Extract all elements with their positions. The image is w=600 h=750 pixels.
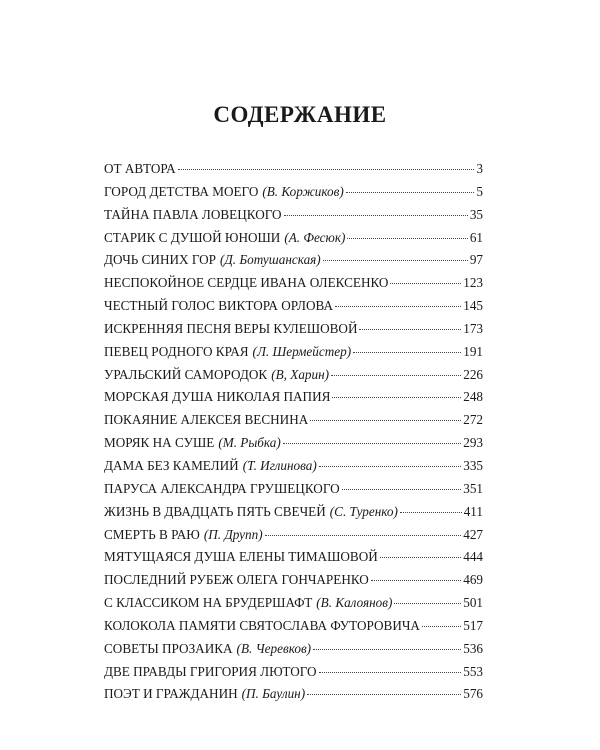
dot-leader (394, 603, 461, 604)
dot-leader (323, 260, 468, 261)
toc-entry-page: 248 (463, 389, 483, 405)
toc-entry-author: (А. Фесюк) (284, 229, 346, 245)
toc-entry (104, 638, 483, 661)
dot-leader (283, 443, 461, 444)
toc-entry-author: (В, Харин) (271, 366, 330, 382)
dot-leader (422, 626, 461, 627)
toc-entry-page: 61 (469, 229, 483, 245)
toc-entry (104, 249, 483, 272)
toc-entry (104, 295, 483, 318)
toc-entry-page: 411 (463, 503, 483, 519)
toc-entry-page: 293 (463, 435, 483, 451)
toc-entry-title: УРАЛЬСКИЙ САМОРОДОК (104, 366, 268, 382)
toc-entry-title: ПОСЛЕДНИЙ РУБЕЖ ОЛЕГА ГОНЧАРЕНКО (104, 572, 369, 588)
toc-entry-page: 145 (463, 298, 483, 314)
toc-entry (104, 227, 483, 250)
toc-entry (104, 432, 483, 455)
toc-entry-author: (П. Баулин) (241, 686, 306, 702)
page-title: СОДЕРЖАНИЕ (213, 102, 387, 127)
toc-entry-page: 444 (463, 549, 483, 565)
toc-entry-page: 191 (463, 343, 483, 359)
dot-leader (331, 375, 461, 376)
toc-entry-page: 517 (463, 617, 483, 633)
toc-entry-page: 5 (476, 183, 483, 199)
toc-entry-author: (Т. Иглинова) (242, 457, 317, 473)
toc-entry (104, 318, 483, 341)
table-of-contents (104, 158, 483, 706)
toc-entry (104, 661, 483, 684)
toc-entry-title: ЖИЗНЬ В ДВАДЦАТЬ ПЯТЬ СВЕЧЕЙ (104, 503, 326, 519)
toc-entry (104, 272, 483, 295)
toc-entry (104, 181, 483, 204)
toc-entry (104, 455, 483, 478)
toc-entry-title: ПОЭТ И ГРАЖДАНИН (104, 686, 238, 702)
toc-entry-title: ГОРОД ДЕТСТВА МОЕГО (104, 183, 259, 199)
dot-leader (335, 306, 461, 307)
toc-entry-title: КОЛОКОЛА ПАМЯТИ СВЯТОСЛАВА ФУТОРОВИЧА (104, 617, 420, 633)
toc-entry (104, 592, 483, 615)
dot-leader (310, 420, 461, 421)
toc-entry-author: (С. Туренко) (329, 503, 398, 519)
toc-entry-title: ПАРУСА АЛЕКСАНДРА ГРУШЕЦКОГО (104, 480, 340, 496)
toc-entry-title: ТАЙНА ПАВЛА ЛОВЕЦКОГО (104, 206, 282, 222)
dot-leader (359, 329, 461, 330)
toc-entry-title: ДОЧЬ СИНИХ ГОР (104, 252, 216, 268)
toc-entry (104, 501, 483, 524)
toc-entry (104, 683, 483, 706)
toc-entry-page: 123 (463, 275, 483, 291)
toc-entry (104, 364, 483, 387)
toc-entry-title: С КЛАССИКОМ НА БРУДЕРШАФТ (104, 595, 313, 611)
toc-entry-author: (В. Калоянов) (316, 595, 393, 611)
dot-leader (319, 672, 462, 673)
toc-entry-title: ОТ АВТОРА (104, 161, 176, 176)
toc-entry-page: 553 (463, 663, 483, 679)
toc-entry (104, 341, 483, 364)
toc-entry-author: (В. Черевков) (236, 640, 312, 656)
dot-leader (284, 215, 468, 216)
toc-entry (104, 478, 483, 501)
toc-entry-page: 536 (463, 640, 483, 656)
toc-entry-title: ЧЕСТНЫЙ ГОЛОС ВИКТОРА ОРЛОВА (104, 298, 334, 314)
toc-entry-page: 35 (469, 206, 483, 222)
toc-entry-author: (Л. Шермейстер) (252, 343, 352, 359)
dot-leader (353, 352, 461, 353)
toc-entry-title: СМЕРТЬ В РАЮ (104, 526, 200, 542)
toc-entry-title: ИСКРЕННЯЯ ПЕСНЯ ВЕРЫ КУЛЕШОВОЙ (104, 320, 358, 336)
toc-entry-title: СТАРИК С ДУШОЙ ЮНОШИ (104, 229, 281, 245)
toc-entry-page: 351 (463, 480, 483, 496)
toc-entry-page: 469 (463, 572, 483, 588)
toc-entry (104, 524, 483, 547)
dot-leader (307, 694, 461, 695)
dot-leader (347, 238, 467, 239)
dot-leader (319, 466, 461, 467)
toc-entry-page: 501 (463, 595, 483, 611)
toc-entry-title: ДВЕ ПРАВДЫ ГРИГОРИЯ ЛЮТОГО (104, 663, 317, 679)
toc-entry-author: (Д. Ботушанская) (219, 252, 321, 268)
toc-entry (104, 615, 483, 638)
toc-entry (104, 409, 483, 432)
toc-entry (104, 569, 483, 592)
toc-entry (104, 204, 483, 227)
dot-leader (265, 535, 462, 536)
toc-entry-page: 3 (476, 161, 483, 176)
toc-entry-page: 272 (463, 412, 483, 428)
toc-entry-page: 97 (469, 252, 483, 268)
toc-entry-title: ПЕВЕЦ РОДНОГО КРАЯ (104, 343, 249, 359)
dot-leader (178, 169, 475, 170)
toc-entry-title: ДАМА БЕЗ КАМЕЛИЙ (104, 457, 239, 473)
dot-leader (332, 397, 461, 398)
toc-entry-title: МОРЯК НА СУШЕ (104, 435, 215, 451)
toc-entry (104, 158, 483, 181)
toc-entry (104, 546, 483, 569)
toc-entry-page: 226 (463, 366, 483, 382)
toc-entry-title: НЕСПОКОЙНОЕ СЕРДЦЕ ИВАНА ОЛЕКСЕНКО (104, 275, 389, 291)
toc-entry-title: ПОКАЯНИЕ АЛЕКСЕЯ ВЕСНИНА (104, 412, 309, 428)
dot-leader (346, 192, 475, 193)
toc-entry-page: 173 (463, 320, 483, 336)
dot-leader (313, 649, 461, 650)
dot-leader (371, 580, 461, 581)
toc-entry-author: (М. Рыбка) (218, 435, 281, 451)
dot-leader (390, 283, 461, 284)
toc-entry-page: 335 (463, 457, 483, 473)
toc-entry-title: МЯТУЩАЯСЯ ДУША ЕЛЕНЫ ТИМАШОВОЙ (104, 549, 378, 565)
toc-entry-page: 427 (463, 526, 483, 542)
toc-entry-author: (П. Друпп) (203, 526, 263, 542)
toc-entry-title: МОРСКАЯ ДУША НИКОЛАЯ ПАПИЯ (104, 389, 331, 405)
toc-entry (104, 386, 483, 409)
dot-leader (342, 489, 462, 490)
dot-leader (400, 512, 462, 513)
toc-entry-title: СОВЕТЫ ПРОЗАИКА (104, 640, 233, 656)
toc-entry-author: (В. Коржиков) (262, 183, 344, 199)
dot-leader (380, 557, 461, 558)
toc-entry-page: 576 (463, 686, 483, 702)
